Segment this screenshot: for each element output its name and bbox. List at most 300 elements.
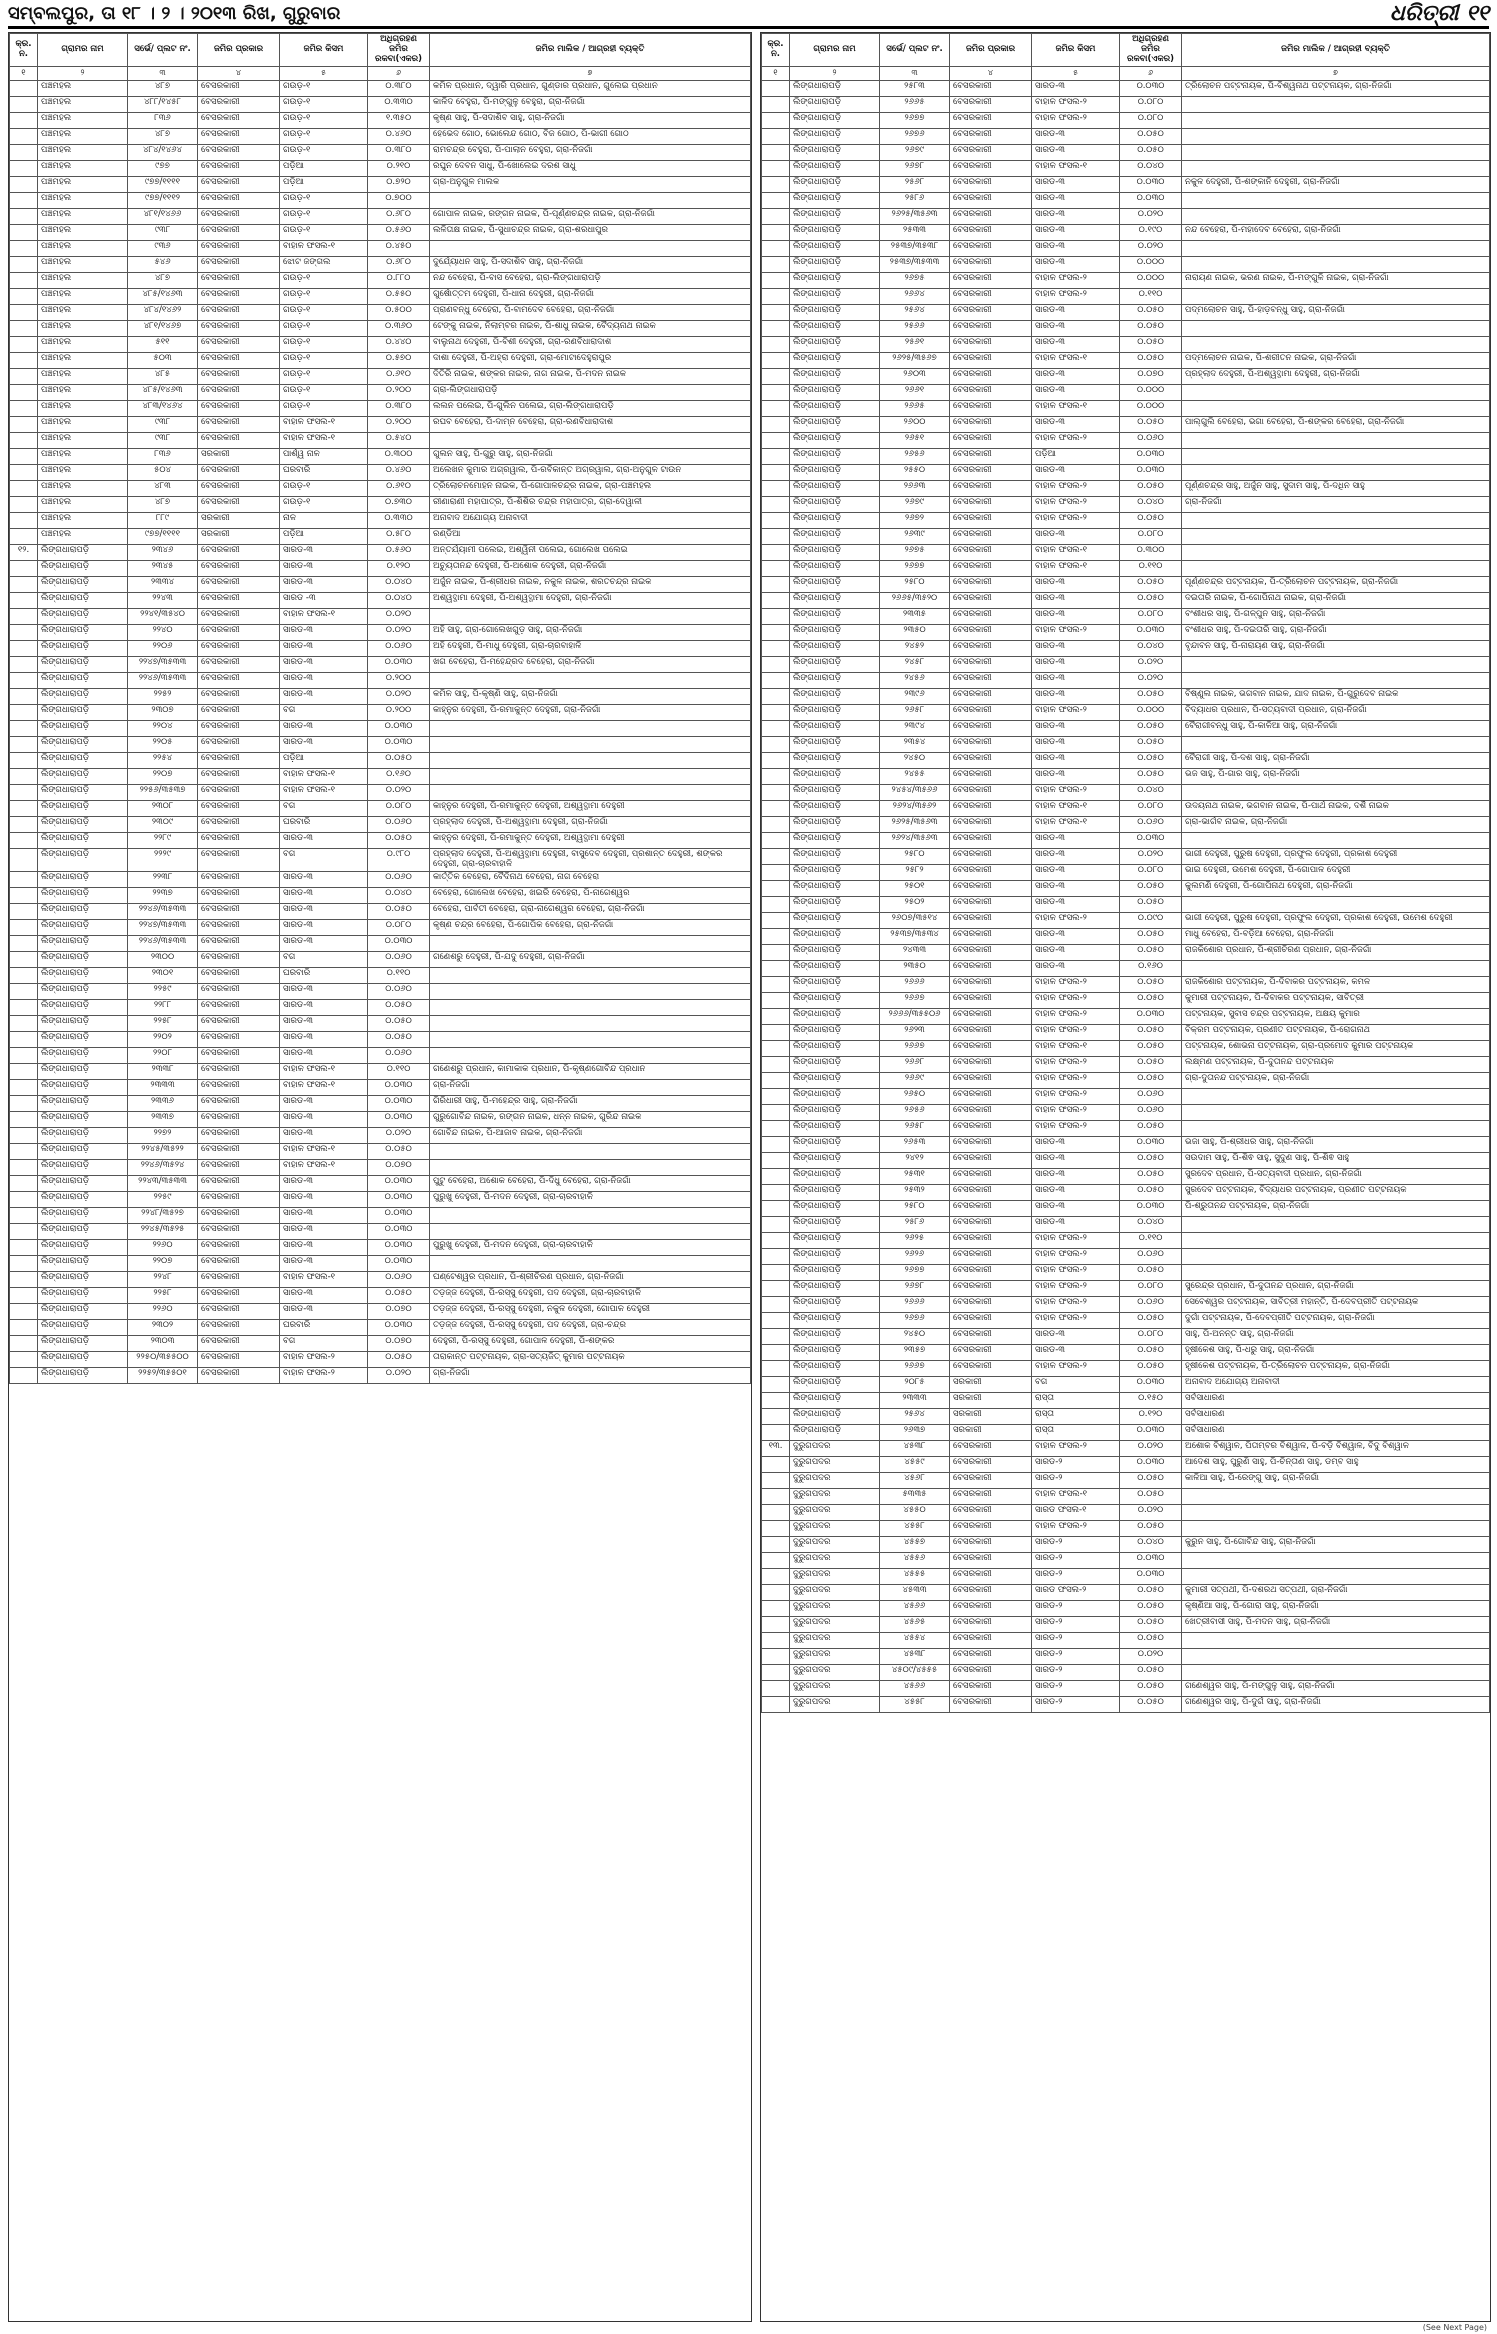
serial-cell — [10, 705, 38, 721]
plot-number-cell: ୨୫୬୪ — [880, 1409, 950, 1425]
serial-cell — [762, 961, 790, 977]
land-class-cell: ସାରଡ-୩ — [1032, 593, 1120, 609]
owner-cell: ଗ୍ରା-ନିଜଗାଁ — [430, 1079, 751, 1095]
land-class-cell: ସାରଡ-୩ — [1032, 689, 1120, 705]
serial-cell — [762, 833, 790, 849]
serial-cell — [10, 1015, 38, 1031]
land-type-cell: ବେସରକାରୀ — [950, 385, 1032, 401]
village-cell: ଲିଙ୍ଗଧାରାପଡ଼ି — [790, 1297, 880, 1313]
serial-cell — [10, 833, 38, 849]
table-row — [762, 641, 1490, 657]
area-cell: ୦.୦୨୦ — [1120, 241, 1182, 257]
land-type-cell: ବେସରକାରୀ — [198, 497, 280, 513]
land-type-cell: ବେସରକାରୀ — [198, 705, 280, 721]
area-cell: ୦.୦୩୦ — [1120, 1009, 1182, 1025]
plot-number-cell: ୯୭୭/୧୧୧୨ — [128, 193, 198, 209]
land-class-cell: ସାରଡ-୩ — [1032, 193, 1120, 209]
plot-number-cell: ୪୮୭ — [128, 273, 198, 289]
land-class-cell: ସାରଡ-୩ — [1032, 1217, 1120, 1233]
land-type-cell: ବେସରକାରୀ — [950, 1089, 1032, 1105]
land-type-cell: ବେସରକାରୀ — [198, 1271, 280, 1287]
plot-number-cell: ୨୫୮୨ — [880, 865, 950, 881]
plot-number-cell: ୨୬୨୪/୩୫୬୨ — [880, 801, 950, 817]
area-cell: ୦.୬୮୦ — [368, 257, 430, 273]
plot-number-cell: ୨୫୮୦ — [880, 577, 950, 593]
land-type-cell: ବେସରକାରୀ — [198, 689, 280, 705]
owner-cell — [1182, 961, 1490, 977]
table-row — [762, 385, 1490, 401]
serial-cell — [762, 1425, 790, 1441]
table-row — [762, 657, 1490, 673]
area-cell: ୦.୩୮୦ — [368, 401, 430, 417]
table-row — [762, 161, 1490, 177]
owner-cell: ପଟ୍ଟନାୟକ, ସୁବାସ ଚନ୍ଦ୍ର ପଟ୍ଟନାୟକ, ଅକ୍ଷୟ କୁମାର — [1182, 1009, 1490, 1025]
area-cell: ୦.୦୮୦ — [368, 919, 430, 935]
village-cell: ଲିଙ୍ଗଧାରାପଡ଼ି — [790, 385, 880, 401]
land-type-cell: ବେସରକାରୀ — [198, 1367, 280, 1383]
col-header: ଗ୍ରାମର ନାମ — [790, 34, 880, 67]
col-number: ୭ — [1182, 67, 1490, 81]
village-cell: ପଞ୍ଚମହଲ — [38, 465, 128, 481]
serial-cell — [762, 1681, 790, 1697]
area-cell: ୦.୦୫୦ — [1120, 737, 1182, 753]
land-class-cell: ସାରଡ-୩ — [1032, 1169, 1120, 1185]
area-cell: ୦.୦୫୦ — [1120, 721, 1182, 737]
serial-cell — [10, 999, 38, 1015]
serial-cell — [762, 577, 790, 593]
serial-cell — [762, 1217, 790, 1233]
plot-number-cell: ୨୩୩୬ — [128, 1095, 198, 1111]
area-cell: ୦.୧୫୦ — [1120, 1393, 1182, 1409]
area-cell: ୦.୦୩୦ — [368, 1255, 430, 1271]
land-type-cell: ବେସରକାରୀ — [950, 161, 1032, 177]
area-cell: ୦.୦୫୦ — [1120, 945, 1182, 961]
table-row — [10, 705, 751, 721]
owner-cell — [1182, 1249, 1490, 1265]
land-type-cell: ବେସରକାରୀ — [198, 935, 280, 951]
area-cell: ୦.୦୦୦ — [1120, 257, 1182, 273]
table-row — [10, 481, 751, 497]
column-number-row — [762, 67, 1490, 81]
land-type-cell: ବେସରକାରୀ — [198, 257, 280, 273]
land-class-cell: ବାହାଳ ଫସଲ-୧ — [280, 609, 368, 625]
land-class-cell: ବାହାଳ ଫସଲ-୨ — [1032, 1265, 1120, 1281]
table-row — [762, 465, 1490, 481]
land-class-cell: ବାହାଳ ଫସଲ-୧ — [280, 417, 368, 433]
village-cell: ପଞ୍ଚମହଲ — [38, 145, 128, 161]
serial-cell — [10, 433, 38, 449]
area-cell: ୦.୦୫୦ — [1120, 353, 1182, 369]
serial-cell — [10, 513, 38, 529]
area-cell: ୦.୦୩୦ — [368, 1111, 430, 1127]
owner-cell — [1182, 833, 1490, 849]
land-type-cell: ବେସରକାରୀ — [950, 1617, 1032, 1633]
area-cell: ୦.୦୬୦ — [368, 641, 430, 657]
village-cell: ଲିଙ୍ଗଧାରାପଡ଼ି — [790, 481, 880, 497]
serial-cell — [10, 369, 38, 385]
village-cell: ଲିଙ୍ଗଧାରାପଡ଼ି — [790, 465, 880, 481]
land-class-cell: ସାରଡ-୩ — [1032, 673, 1120, 689]
plot-number-cell: ୨୨୪୭/୩୫୩୩ — [128, 657, 198, 673]
owner-cell: ଭାଗୀ ଦେହୁରୀ, ପୁରୁଷ ଦେହୁରୀ, ପ୍ରଫୁଲ ଦେହୁରୀ, ପ୍ରକାଶ ଦେହୁରୀ — [1182, 849, 1490, 865]
table-row — [762, 321, 1490, 337]
plot-number-cell: ୪୫୬୬ — [880, 1601, 950, 1617]
right-land-table-panel — [760, 32, 1491, 2322]
area-cell: ୦.୦୪୦ — [1120, 161, 1182, 177]
land-class-cell: ବାହାଳ ଫସଲ-୧ — [280, 433, 368, 449]
table-row — [762, 1153, 1490, 1169]
plot-number-cell: ୪୫୬୬ — [880, 1681, 950, 1697]
table-row — [10, 849, 751, 872]
village-cell: ଲିଙ୍ଗଧାରାପଡ଼ି — [38, 1303, 128, 1319]
plot-number-cell: ୨୬୬୭ — [880, 1041, 950, 1057]
land-type-cell: ବେସରକାରୀ — [198, 1207, 280, 1223]
owner-cell: ଗୁଲନ ସାହୁ, ପି-ଗୁରୁ ସାହୁ, ଗ୍ରା-ନିଜଗାଁ — [430, 449, 751, 465]
area-cell: ୧.୩୫୦ — [368, 113, 430, 129]
owner-cell — [430, 1255, 751, 1271]
owner-cell: ବୃନ୍ଦାବନ ସାହୁ, ପି-ନାରାୟଣ ସାହୁ, ଗ୍ରା-ନିଜଗାଁ — [1182, 641, 1490, 657]
plot-number-cell: ୨୬୭୭ — [880, 1265, 950, 1281]
village-cell: ଲିଙ୍ଗଧାରାପଡ଼ି — [790, 497, 880, 513]
serial-cell — [762, 81, 790, 97]
serial-cell — [762, 225, 790, 241]
area-cell: ୦.୦୫୦ — [368, 753, 430, 769]
area-cell: ୦.୩୩୦ — [368, 97, 430, 113]
table-row — [762, 289, 1490, 305]
area-cell: ୦.୦୫୦ — [1120, 753, 1182, 769]
table-row — [10, 225, 751, 241]
land-class-cell: ବାହାଳ ଫସଲ-୨ — [1032, 625, 1120, 641]
owner-cell: ଘଣ୍ଟେଶ୍ୱର ପ୍ରଧାନ, ପି-ଶ୍ରୀଚିରଣ ପ୍ରଧାନ, ଗ୍ରା-ନିଜଗାଁ — [430, 1271, 751, 1287]
land-type-cell: ବେସରକାରୀ — [198, 369, 280, 385]
land-class-cell: ସାରଡ-୩ — [1032, 753, 1120, 769]
land-type-cell: ବେସରକାରୀ — [950, 1521, 1032, 1537]
plot-number-cell: ୨୬୬୪ — [880, 289, 950, 305]
village-cell: ଲିଙ୍ଗଧାରାପଡ଼ି — [790, 177, 880, 193]
village-cell: ପଞ୍ଚମହଲ — [38, 305, 128, 321]
serial-cell — [762, 369, 790, 385]
table-row — [762, 1553, 1490, 1569]
col-header: ଜମିର ମାଲିକ / ଆଗ୍ରହୀ ବ୍ୟକ୍ତି — [430, 34, 751, 67]
page-footer-note: (See Next Page) — [1422, 2323, 1487, 2332]
area-cell: ୦.୪୪୦ — [368, 337, 430, 353]
owner-cell: ଅର୍ଜୁନ ନାଇକ, ପି-ଶ୍ରୀଧର ନାଇକ, ନକୁଳ ନାଇକ, ଶରତଚନ୍ଦ୍ର ନାଇକ — [430, 577, 751, 593]
owner-cell — [1182, 1649, 1490, 1665]
area-cell: ୦.୦୫୦ — [1120, 1489, 1182, 1505]
area-cell: ୦.୦୨୦ — [368, 625, 430, 641]
col-header: ଜମିର ପ୍ରକାର — [198, 34, 280, 67]
serial-cell — [10, 145, 38, 161]
land-class-cell: ବାହାଳ ଫସଲ-୧ — [280, 1271, 368, 1287]
owner-cell: କମିଳ ପ୍ରଧାନ, ଦ୍ୱାରି ପ୍ରଧାନ, ଗୁଣ୍ଡାର ପ୍ରଧାନ, ଗୁଲେଇ ପ୍ରଧାନ — [430, 81, 751, 97]
owner-cell: ପ୍ରହ୍ଲାଦ ଦେହୁରୀ, ପି-ଅଶ୍ୱତ୍ଥାମା ଦେହୁରୀ, ଗ୍ରା-ନିଜଗାଁ — [1182, 369, 1490, 385]
left-table-body — [10, 81, 751, 1384]
land-type-cell: ବେସରକାରୀ — [950, 145, 1032, 161]
land-type-cell: ବେସରକାରୀ — [950, 641, 1032, 657]
plot-number-cell: ୨୨୦୨ — [128, 1031, 198, 1047]
plot-number-cell: ୨୫୩୭/୩୫୩୪ — [880, 929, 950, 945]
table-row — [762, 1249, 1490, 1265]
serial-cell — [10, 401, 38, 417]
table-row — [762, 1201, 1490, 1217]
serial-cell — [10, 817, 38, 833]
village-cell: ଲିଙ୍ଗଧାରାପଡ଼ି — [38, 1367, 128, 1383]
land-class-cell: ସାରଡ-୩ — [280, 1111, 368, 1127]
table-row — [762, 1121, 1490, 1137]
land-type-cell: ବେସରକାରୀ — [198, 737, 280, 753]
land-type-cell: ବେସରକାରୀ — [198, 903, 280, 919]
plot-number-cell: ୨୨୪୬/୩୫୩୩ — [128, 903, 198, 919]
table-row — [10, 1143, 751, 1159]
village-cell: ଲିଙ୍ଗଧାରାପଡ଼ି — [38, 609, 128, 625]
serial-cell — [10, 951, 38, 967]
plot-number-cell: ୨୫୩୭/୩୫୩୮ — [880, 241, 950, 257]
village-cell: ଲିଙ୍ଗଧାରାପଡ଼ି — [38, 593, 128, 609]
owner-cell — [1182, 321, 1490, 337]
village-cell: ଲିଙ୍ଗଧାରାପଡ଼ି — [38, 753, 128, 769]
village-cell: ପଞ୍ଚମହଲ — [38, 529, 128, 545]
serial-cell — [10, 1335, 38, 1351]
village-cell: ପଞ୍ଚମହଲ — [38, 161, 128, 177]
owner-cell: ଅନାବାଦ ଅଯୋଗ୍ୟ ଅନାବାଦୀ — [1182, 1377, 1490, 1393]
plot-number-cell: ୨୬୩୯ — [880, 529, 950, 545]
table-row — [10, 1111, 751, 1127]
area-cell: ୦.୦୪୦ — [1120, 1217, 1182, 1233]
land-type-cell: ବେସରକାରୀ — [198, 801, 280, 817]
village-cell: ଲିଙ୍ଗଧାରାପଡ଼ି — [790, 1121, 880, 1137]
land-class-cell: ସାରଡ-୩ — [280, 1255, 368, 1271]
land-class-cell: ସାରଡ -୩ — [280, 593, 368, 609]
plot-number-cell: ୨୬୫୩ — [880, 1137, 950, 1153]
plot-number-cell: ୨୫୩୩ — [880, 225, 950, 241]
area-cell: ୦.୦୮୦ — [1120, 1329, 1182, 1345]
land-type-cell: ବେସରକାରୀ — [198, 305, 280, 321]
owner-cell: ପଦ୍ମଲୋଚନ ସାହୁ, ପି-ହାଡ଼ବନ୍ଧୁ ସାହୁ, ଗ୍ରା-ନିଜଗାଁ — [1182, 305, 1490, 321]
land-class-cell: ଗଉଡ଼-୧ — [280, 113, 368, 129]
land-type-cell: ବେସରକାରୀ — [198, 161, 280, 177]
area-cell: ୦.୦୩୦ — [1120, 1377, 1182, 1393]
area-cell: ୦.୦୫୦ — [1120, 1121, 1182, 1137]
land-type-cell: ବେସରକାରୀ — [950, 225, 1032, 241]
table-row — [762, 1473, 1490, 1489]
land-class-cell: ବାହାଳ ଫସଲ-୧ — [1032, 561, 1120, 577]
village-cell: ଲିଙ୍ଗଧାରାପଡ଼ି — [38, 1127, 128, 1143]
land-class-cell: ସାରଡ-୩ — [1032, 865, 1120, 881]
area-cell: ୦.୦୮୦ — [1120, 529, 1182, 545]
land-type-cell: ବେସରକାରୀ — [950, 1121, 1032, 1137]
plot-number-cell: ୨୬୬୫ — [880, 97, 950, 113]
table-row — [762, 449, 1490, 465]
land-class-cell: ସାରଡ-୩ — [280, 577, 368, 593]
plot-number-cell: ୨୨୪୫/୩୫୨୫ — [128, 1223, 198, 1239]
village-cell: ଲିଙ୍ଗଧାରାପଡ଼ି — [38, 1207, 128, 1223]
land-class-cell: ପାର୍ଶ୍ୱ ନାଳ — [280, 449, 368, 465]
owner-cell — [430, 983, 751, 999]
plot-number-cell: ୯୩୮ — [128, 433, 198, 449]
owner-cell — [430, 1015, 751, 1031]
village-cell: ଲିଙ୍ଗଧାରାପଡ଼ି — [38, 967, 128, 983]
land-class-cell: ବାହାଳ ଫସଲ-୧ — [280, 1079, 368, 1095]
village-cell: ଦୁରୁଗପଦର — [790, 1585, 880, 1601]
land-type-cell: ବେସରକାରୀ — [950, 1281, 1032, 1297]
owner-cell — [1182, 1633, 1490, 1649]
serial-cell — [10, 657, 38, 673]
area-cell: ୦.୩୦୦ — [368, 449, 430, 465]
land-class-cell: ଗଉଡ଼-୧ — [280, 385, 368, 401]
village-cell: ପଞ୍ଚମହଲ — [38, 193, 128, 209]
owner-cell: ତ୍ରିଲୋଚନମୋହନ ନାଇକ, ପି-ଗୋପାଳଚନ୍ଦ୍ର ନାଇକ, ଗ୍ରା-ପଞ୍ଚମହଲ — [430, 481, 751, 497]
land-type-cell: ବେସରକାରୀ — [950, 513, 1032, 529]
serial-cell — [762, 865, 790, 881]
land-class-cell: ସାରଡ-୩ — [280, 887, 368, 903]
table-header-row — [762, 34, 1490, 67]
owner-cell — [1182, 1233, 1490, 1249]
area-cell: ୦.୨୦୦ — [368, 673, 430, 689]
owner-cell: ଖଗ ବେହେରା, ପି-ମହେନ୍ଦ୍ରଦ ବେହେରା, ଗ୍ରା-ନିଜଗାଁ — [430, 657, 751, 673]
owner-cell: ଭାଗୀ ଦେହୁରୀ, ପୁରୁଷ ଦେହୁରୀ, ପ୍ରଫୁଲ ଦେହୁରୀ, ପ୍ରକାଶ ଦେହୁରୀ, ଉମେଶ ଦେହୁରୀ — [1182, 913, 1490, 929]
table-row — [762, 1297, 1490, 1313]
owner-cell: କୃଷ୍ଣିଆ ସାହୁ, ପି-ଗୋରା ସାହୁ, ଗ୍ରା-ନିଜଗାଁ — [1182, 1601, 1490, 1617]
owner-cell: ବୈରାଗୀବନ୍ଧୁ ସାହୁ, ପି-କାଳିଆ ସାହୁ, ଗ୍ରା-ନିଜଗାଁ — [1182, 721, 1490, 737]
plot-number-cell: ୨୨୦୭ — [128, 1255, 198, 1271]
land-class-cell: ସାରଡ-୩ — [280, 1303, 368, 1319]
land-class-cell: ସାରଡ-୨ — [1032, 1681, 1120, 1697]
serial-cell — [762, 401, 790, 417]
serial-cell — [762, 129, 790, 145]
area-cell: ୦.୦୨୦ — [1120, 657, 1182, 673]
village-cell: ଦୁରୁଗପଦର — [790, 1697, 880, 1713]
land-class-cell: ସାରଡ-୩ — [1032, 833, 1120, 849]
table-row — [762, 961, 1490, 977]
owner-cell: ସର୍ବସାଧାରଣ — [1182, 1409, 1490, 1425]
owner-cell: ରାଜକିଶୋର ପ୍ରଧାନ, ପି-ଶ୍ରୀଚିରଣ ପ୍ରଧାନ, ଗ୍ରା-ନିଜଗାଁ — [1182, 945, 1490, 961]
land-type-cell: ବେସରକାରୀ — [950, 1505, 1032, 1521]
owner-cell: କୁମାରୀ ପଟ୍ଟନାୟକ, ପି-ଦିବାକର ପଟ୍ଟନାୟକ, ସାବିତ୍ରୀ — [1182, 993, 1490, 1009]
owner-cell — [1182, 145, 1490, 161]
land-class-cell: ବାହାଳ ଫସଲ-୨ — [1032, 977, 1120, 993]
land-class-cell: ସାରଡ-୩ — [1032, 145, 1120, 161]
table-row — [10, 721, 751, 737]
serial-cell — [762, 657, 790, 673]
table-row — [762, 913, 1490, 929]
header-dateline: ସମ୍ବଲପୁର, ତା ୧୮ । ୨ । ୨୦୧୩ ରିଖ, ଗୁରୁବାର — [8, 2, 341, 24]
village-cell: ଲିଙ୍ଗଧାରାପଡ଼ି — [38, 545, 128, 561]
village-cell: ଲିଙ୍ଗଧାରାପଡ଼ି — [790, 401, 880, 417]
land-class-cell: ବଗ — [280, 705, 368, 721]
plot-number-cell: ୨୪୫୪/୩୫୬୬ — [880, 785, 950, 801]
area-cell: ୦.୦୪୦ — [1120, 497, 1182, 513]
table-row — [762, 1009, 1490, 1025]
owner-cell: ଲକ୍ଷ୍ମଣ ପଟ୍ଟନାୟକ, ପି-ଦୁତାନନ୍ଦ ପଟ୍ଟନାୟକ — [1182, 1057, 1490, 1073]
serial-cell — [10, 887, 38, 903]
village-cell: ଲିଙ୍ଗଧାରାପଡ଼ି — [38, 1159, 128, 1175]
owner-cell — [1182, 1505, 1490, 1521]
owner-cell: କୁରୁନ ସାହୁ, ପି-ଗୋବିନ୍ଦ ସାହୁ, ଗ୍ରା-ନିଜଗାଁ — [1182, 1537, 1490, 1553]
area-cell: ୦.୦୮୦ — [1120, 865, 1182, 881]
owner-cell — [430, 1223, 751, 1239]
plot-number-cell: ୨୨୪୦ — [128, 625, 198, 641]
serial-cell — [762, 1361, 790, 1377]
land-type-cell: ବେସରକାରୀ — [198, 417, 280, 433]
village-cell: ପଞ୍ଚମହଲ — [38, 513, 128, 529]
serial-cell — [762, 1505, 790, 1521]
village-cell: ଲିଙ୍ଗଧାରାପଡ଼ି — [790, 1281, 880, 1297]
land-type-cell: ବେସରକାରୀ — [198, 871, 280, 887]
village-cell: ଲିଙ୍ଗଧାରାପଡ଼ି — [790, 289, 880, 305]
land-type-cell: ବେସରକାରୀ — [198, 321, 280, 337]
land-class-cell: ବାହାଳ ଫସଲ-୨ — [1032, 785, 1120, 801]
land-type-cell: ବେସରକାରୀ — [198, 481, 280, 497]
owner-cell: ବେହେରା, ଗୋଲେଖ ବେହେରା, ଖଇରି ବେହେରା, ପି-ନାଗେଶ୍ୱର — [430, 887, 751, 903]
owner-cell: ଖେତ୍ରୀବାସୀ ସାହୁ, ପି-ମଦନ ସାହୁ, ଗ୍ରା-ନିଜଗାଁ — [1182, 1617, 1490, 1633]
village-cell: ପଞ୍ଚମହଲ — [38, 337, 128, 353]
table-row — [10, 145, 751, 161]
plot-number-cell: ୨୬୬୯ — [880, 1073, 950, 1089]
serial-cell — [762, 593, 790, 609]
owner-cell — [1182, 1521, 1490, 1537]
village-cell: ଲିଙ୍ଗଧାରାପଡ଼ି — [790, 545, 880, 561]
village-cell: ଲିଙ୍ଗଧାରାପଡ଼ି — [790, 881, 880, 897]
owner-cell: ଦୁର୍ଯ୍ୟୋଧନ ସାହୁ, ପି-ସଦାଶିବ ସାହୁ, ଗ୍ରା-ନିଜଗାଁ — [430, 257, 751, 273]
plot-number-cell: ୪୫୫୯ — [880, 1457, 950, 1473]
plot-number-cell: ୨୬୫୮ — [880, 1121, 950, 1137]
table-row — [762, 1185, 1490, 1201]
land-class-cell: ବାହାଳ ଫସଲ-୨ — [280, 1367, 368, 1383]
owner-cell: ରଘୁନ ଦେବନ ସାଧୁ, ପି-ଖୋଲେଇ ଦରଶ ସାଧୁ — [430, 161, 751, 177]
table-row — [762, 849, 1490, 865]
area-cell: ୦.୯୮୦ — [368, 849, 430, 872]
owner-cell: ତାରାକାନ୍ତ ପଟ୍ଟନାୟକ, ଗ୍ରା-ସତ୍ୟଜିତ୍ କୁମାର ପଟ୍ଟନାୟକ — [430, 1351, 751, 1367]
serial-cell — [10, 97, 38, 113]
plot-number-cell: ୨୩୩୩ — [880, 1393, 950, 1409]
table-row — [10, 887, 751, 903]
land-class-cell: ବାହାଳ ଫସଲ-୧ — [1032, 545, 1120, 561]
plot-number-cell: ୨୬୨୪/୩୫୬୩ — [880, 833, 950, 849]
serial-cell — [762, 1489, 790, 1505]
area-cell: ୦.୦୫୦ — [1120, 1633, 1182, 1649]
area-cell: ୦.୦୨୦ — [1120, 673, 1182, 689]
village-cell: ଲିଙ୍ଗଧାରାପଡ଼ି — [790, 609, 880, 625]
plot-number-cell: ୨୪୫୦ — [880, 753, 950, 769]
land-type-cell: ବେସରକାରୀ — [950, 305, 1032, 321]
table-row — [10, 919, 751, 935]
village-cell: ଦୁରୁଗପଦର — [790, 1649, 880, 1665]
table-row — [762, 929, 1490, 945]
area-cell: ୦.୦୩୦ — [1120, 465, 1182, 481]
area-cell: ୦.୦୫୦ — [1120, 513, 1182, 529]
table-row — [10, 513, 751, 529]
table-row — [762, 1169, 1490, 1185]
area-cell: ୦.୦୩୦ — [368, 1207, 430, 1223]
serial-cell — [762, 817, 790, 833]
area-cell: ୦.୦୩୦ — [1120, 833, 1182, 849]
area-cell: ୦.୦୫୦ — [1120, 1025, 1182, 1041]
land-type-cell: ବେସରକାରୀ — [198, 833, 280, 849]
plot-number-cell: ୨୩୫୭ — [880, 1345, 950, 1361]
village-cell: ଦୁରୁଗପଦର — [790, 1489, 880, 1505]
land-class-cell: ଗଉଡ଼-୧ — [280, 337, 368, 353]
area-cell: ୦.୦୭୦ — [1120, 369, 1182, 385]
village-cell: ଦୁରୁଗପଦର — [790, 1537, 880, 1553]
land-type-cell: ବେସରକାରୀ — [950, 769, 1032, 785]
table-row — [10, 641, 751, 657]
serial-cell — [10, 1191, 38, 1207]
serial-cell — [10, 785, 38, 801]
table-row — [10, 1287, 751, 1303]
village-cell: ଲିଙ୍ଗଧାରାପଡ଼ି — [790, 1249, 880, 1265]
land-class-cell: ପଡ଼ିଆ — [280, 177, 368, 193]
land-type-cell: ବେସରକାରୀ — [950, 545, 1032, 561]
